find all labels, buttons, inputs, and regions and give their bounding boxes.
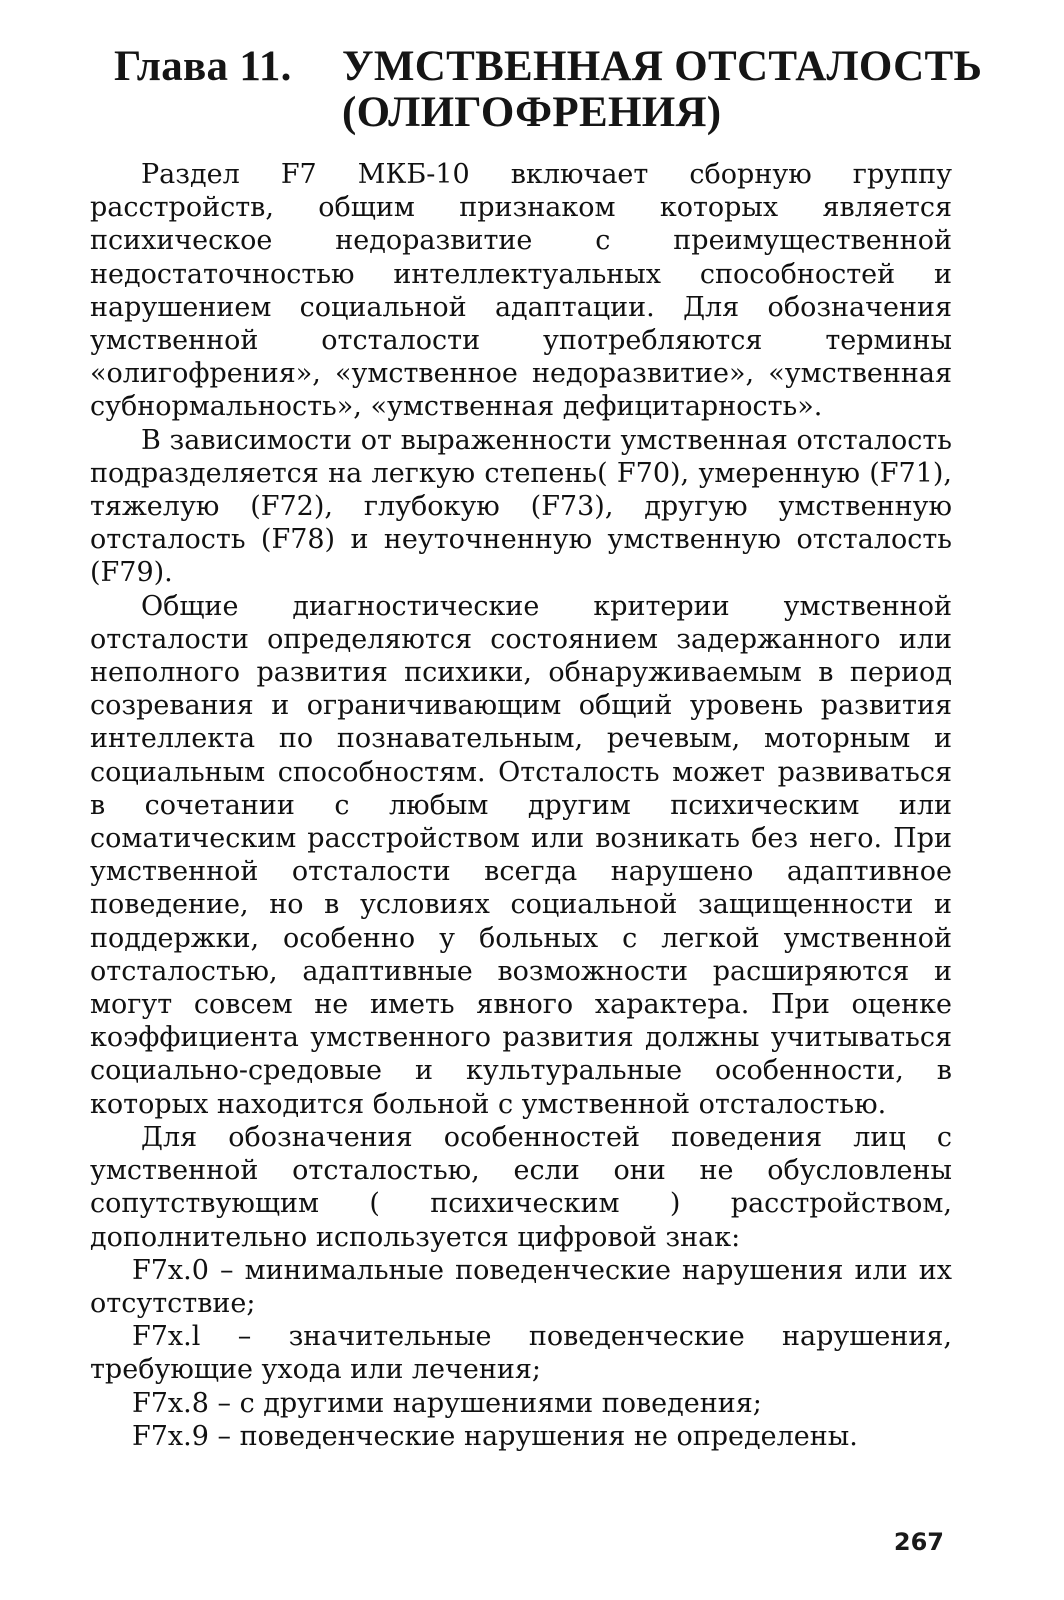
chapter-title: [342, 43, 983, 136]
book-page: [90, 34, 983, 1574]
chapter-title-line-1: УМСТВЕННАЯ ОТСТАЛОСТЬ: [342, 43, 983, 90]
behavior-code-list: [90, 1254, 952, 1453]
paragraph-intro: Раздел F7 МКБ-10 включает сборную группу расстройств, общим признаком которых является психическое недоразвитие с преимущественной недостаточностью интеллектуальных способностей и нарушением социальной адаптации. Для обозначения умственной отсталости употребляются термины «олигофрения», «умственное недоразвитие», «умственная субнормальность», «умственная дефицитарность».: [90, 159, 952, 423]
code-item-f7x0: F7x.0 – минимальные поведенческие нарушения или их отсутствие;: [90, 1254, 952, 1319]
code-item-f7x9: F7x.9 – поведенческие нарушения не определены.: [132, 1420, 858, 1452]
paragraph-severity: В зависимости от выраженности умственная отсталость подразделяется на легкую степень( F70), умеренную (F71), тяжелую (F72), глубокую (F73), другую умственную отсталость (F78) и неуточненную умственную отсталость (F79).: [90, 424, 952, 589]
chapter-title-line-2: (ОЛИГОФРЕНИЯ): [342, 89, 722, 136]
chapter-body: [90, 158, 952, 1453]
chapter-heading: [90, 34, 983, 146]
code-item-f7x8: F7x.8 – с другими нарушениями поведения;: [132, 1387, 762, 1419]
page-number: 267: [893, 1528, 944, 1556]
paragraph-criteria: Общие диагностические критерии умственной отсталости определяются состоянием задержанного или неполного развития психики, обнаруживаемым в период созревания и ограничивающим общий уровень развития интеллекта по познавательным, речевым, моторным и социальным способностям. Отсталость может развиваться в сочетании с любым другим психическим или соматическим расстройством или возникать без него. При умственной отсталости всегда нарушено адаптивное поведение, но в условиях социальной защищенности и поддержки, особенно у больных с легкой умственной отсталостью, адаптивные возможности расширяются и могут совсем не иметь явного характера. При оценке коэффициента умственного развития должны учитываться социально-средовые и культуральные особенности, в которых находится больной с умственной отсталостью.: [90, 590, 952, 1120]
code-item-f7x1: F7x.l – значительные поведенческие нарушения, требующие ухода или лечения;: [90, 1321, 952, 1386]
chapter-label: Глава 11.: [114, 43, 292, 90]
paragraph-behavior-codes: Для обозначения особенностей поведения лиц с умственной отсталостью, если они не обусловлены сопутствующим ( психическим ) расстройством, дополнительно используется цифровой знак:: [90, 1121, 952, 1253]
